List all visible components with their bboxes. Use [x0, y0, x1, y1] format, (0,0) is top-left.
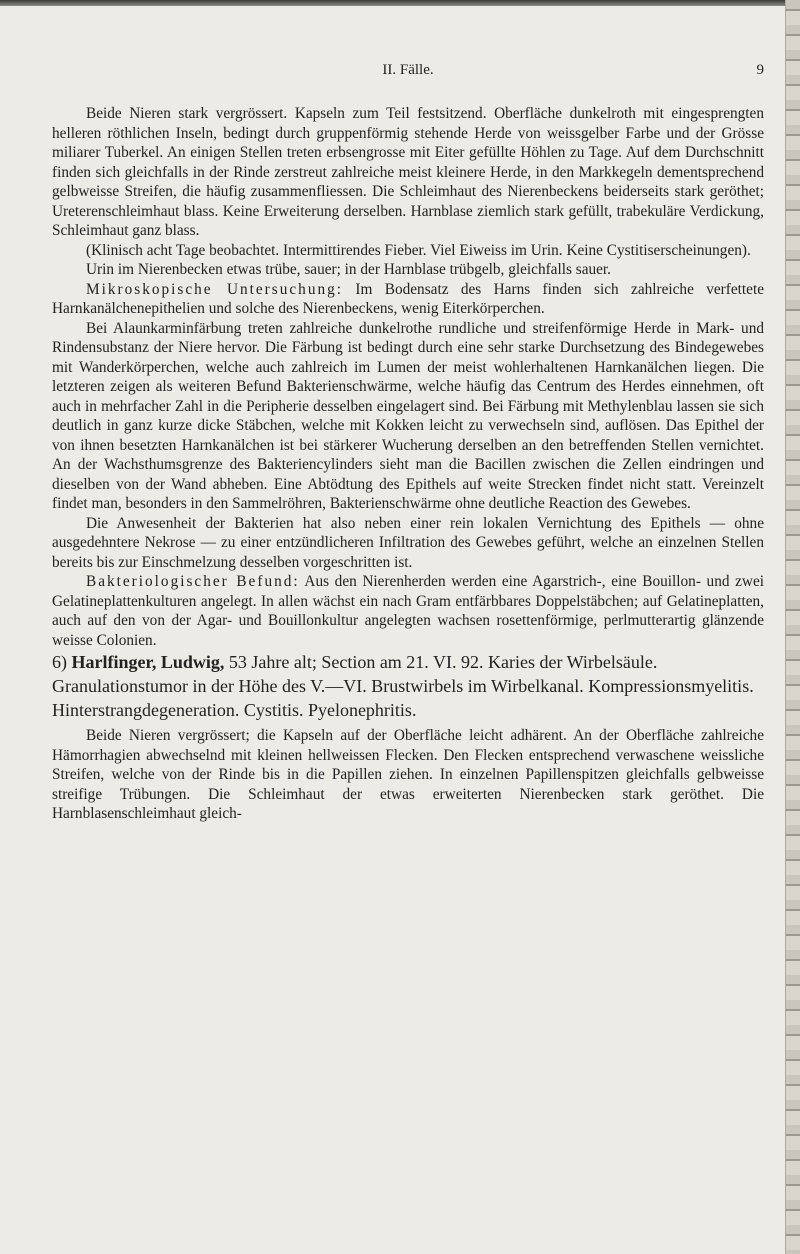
running-head — [52, 62, 764, 86]
case-number: 6) — [52, 652, 67, 672]
paragraph: Bei Alaunkarminfärbung treten zahlreiche dunkelrothe rundliche und streifenförmige Herde in Mark- und Rindensubstanz der Niere hervor. Die Färbung ist bedingt durch eine sehr starke Durchsetzung des Bindegewebes mit Wanderkörperchen, welche auch zahlreich im Lumen der meist wohlerhaltenen Harnkanälchen liegen. Die letzteren zeigen als weiteren Befund Bakterienschwärme, welche häufig das Centrum des Herdes einnehmen, oft auch in mehrfacher Zahl in die Peripherie desselben eingelagert sind. Bei Färbung mit Methylenblau lassen sie sich deutlich in ganz kurze dicke Stäbchen, welche mit Kokken leicht zu verwechseln sind, auflösen. Das Epithel der von ihnen besetzten Harnkanälchen ist bei stärkerer Wucherung derselben an den betreffenden Stellen vernichtet. An der Wachsthumsgrenze des Bakteriencylinders sieht man die Bacillen zwischen die Zellen eindringen und dieselben von der Wand abheben. Eine Abtödtung des Epithels auf weite Strecken findet nicht statt. Vereinzelt findet man, besonders in den Sammelröhren, Bakterienschwärme ohne deutliche Reaction des Gewebes. — [52, 319, 764, 512]
paragraph: Urin im Nierenbecken etwas trübe, sauer; in der Harnblase trübgelb, gleichfalls sauer. — [86, 261, 612, 278]
bacteriological-label: Bakteriologischer Befund: — [86, 573, 300, 590]
scan-top-edge — [0, 0, 800, 6]
case-heading — [52, 650, 764, 722]
microscopic-label: Mikroskopische Untersuchung: — [86, 280, 344, 298]
paragraph: (Klinisch acht Tage beobachtet. Intermittirendes Fieber. Viel Eiweiss im Urin. Keine Cystitiserscheinungen). — [86, 241, 751, 259]
case-patient-name: Harlfinger, Ludwig, — [71, 652, 225, 672]
case-heading-text: 53 Jahre alt; Section am 21. VI. 92. Karies der Wirbelsäule. Granulationstumor in der Höhe des V.—VI. Brustwirbels im Wirbelkanal. Kompressionsmyelitis. Hinterstrangdegeneration. Cystitis. Pyelonephritis. — [52, 652, 754, 720]
page-number: 9 — [756, 62, 764, 78]
page-body — [52, 104, 764, 824]
running-head-title: II. Fälle. — [382, 62, 434, 78]
bacteriological-text: Aus den Nierenherden werden eine Agarstrich-, eine Bouillon- und zwei Gelatineplattenkulturen angelegt. In allen wächst ein nach Gram entfärbbares Doppelstäbchen; auf Gelatineplatten, auch auf den von der Agar- und Bouillonkultur angelegten wachsen rosettenförmige, perlmutterartig glänzende weisse Colonien. — [52, 573, 764, 649]
microscopic-text: Im Bodensatz des Harns finden sich zahlreiche verfettete Harnkanälchenepithelien und solche des Nierenbeckens, wenig Eiterkörperchen. — [52, 280, 764, 317]
paragraph: Beide Nieren stark vergrössert. Kapseln zum Teil festsitzend. Oberfläche dunkelroth mit eingesprengten helleren röthlichen Inseln, bedingt durch gruppenförmig stehende Herde von weissgelber Farbe und der Grösse miliarer Tuberkel. An einigen Stellen treten erbsengrosse mit Eiter gefüllte Höhlen zu Tage. Auf dem Durchschnitt finden sich gleichfalls in der Rinde zerstreut zahlreiche meist kleinere Herde, in den Markkegeln dementsprechend gelbweisse Streifen, die häufig zusammenfliessen. Die Schleimhaut des Nierenbeckens beiderseits stark geröthet; Ureterenschleimhaut blass. Keine Erweiterung derselben. Harnblase ziemlich stark gefüllt, trabekuläre Verdickung, Schleimhaut ganz blass. — [52, 105, 764, 239]
paragraph-bacteriological — [52, 572, 764, 650]
scan-binding-edge — [785, 0, 800, 1254]
paragraph-microscopic — [52, 280, 764, 319]
paragraph: Die Anwesenheit der Bakterien hat also neben einer rein lokalen Vernichtung des Epithels — ohne ausgedehntere Nekrose — zu einer entzündlicheren Infiltration des Gewebes geführt, welche an einzelnen Stellen bereits bis zur Einschmelzung desselben vorgeschritten ist. — [52, 514, 764, 571]
paragraph: Beide Nieren vergrössert; die Kapseln auf der Oberfläche leicht adhärent. An der Oberfläche zahlreiche Hämorrhagien abwechselnd mit kleinen hellweissen Flecken. Den Flecken entsprechend verwaschene weissliche Streifen, welche von der Rinde bis in die Papillen ziehen. In einzelnen Papillenspitzen gleichfalls gelbweisse streifige Trübungen. Die Schleimhaut der etwas erweiterten Nierenbecken stark geröthet. Die Harnblasenschleimhaut gleich- — [52, 727, 764, 822]
